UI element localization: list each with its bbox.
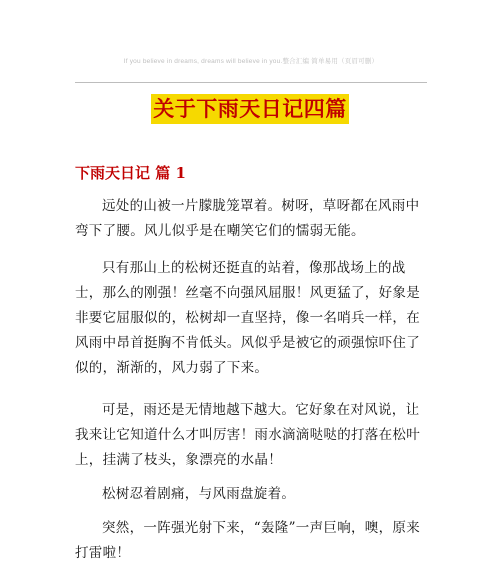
paragraph: 可是，雨还是无情地越下越大。它好象在对风说，让我来让它知道什么才叫厉害！雨水滴滴哒哒的打落在松叶上，挂满了枝头，象漂亮的水晶！: [75, 402, 420, 468]
paragraph: 只有那山上的松树还挺直的站着，像那战场上的战士，那么的刚强！丝毫不向强风屈服！风更猛了，好象是非要它屈服似的，松树却一直坚持，像一名哨兵一样，在风雨中昂首挺胸不肯低头。风似乎是被它的顽强惊吓住了似的，渐渐的，风力弱了下来。: [75, 260, 420, 376]
header-divider: [75, 82, 427, 83]
paragraph: 突然，一阵强光射下来，“轰隆”一声巨响，噢，原来打雷啦！: [75, 520, 421, 561]
document-title: 关于下雨天日记四篇: [151, 94, 349, 124]
document-title-container: [0, 94, 500, 124]
page-header: If you believe in dreams, dreams will believe in you.整合汇编 简单易用（页眉可删）: [123, 58, 379, 65]
section-heading: 下雨天日记 篇 1: [75, 164, 186, 182]
paragraph: 松树忍着剧痛，与风雨盘旋着。: [102, 486, 296, 502]
paragraph: 远处的山被一片朦胧笼罩着。树呀，草呀都在风雨中弯下了腰。风儿似乎是在嘲笑它们的懦弱无能。: [75, 198, 420, 239]
